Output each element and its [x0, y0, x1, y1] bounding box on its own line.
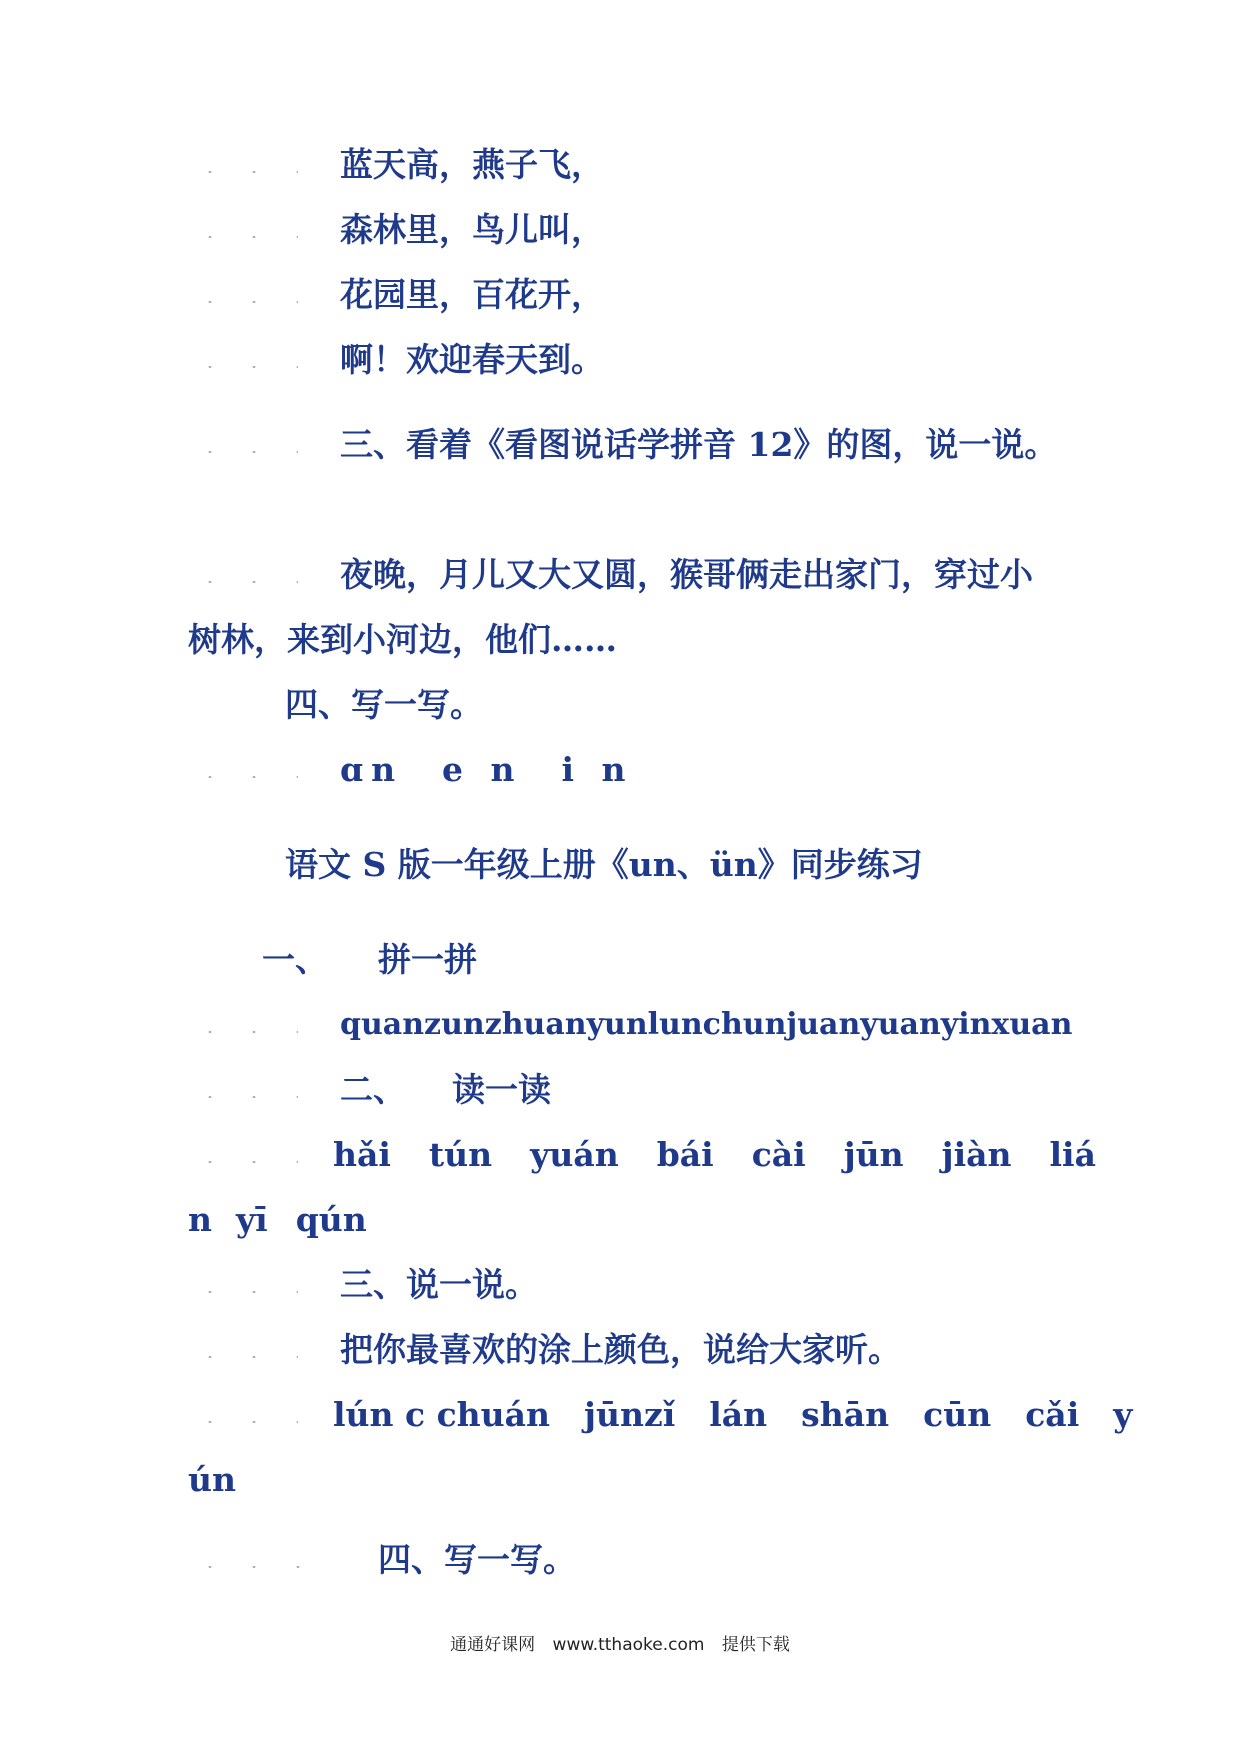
pinyin-word: lán [709, 1395, 768, 1434]
dot-leader [188, 776, 298, 778]
story-text: 夜晚，月儿又大又圆，猴哥俩走出家门，穿过小 [340, 555, 1033, 594]
pinyin-word: cūn [923, 1395, 992, 1434]
poem-line-text: 蓝天高，燕子飞， [340, 145, 604, 184]
dot-leader [188, 236, 298, 238]
part-title: 读一读 [452, 1070, 551, 1109]
poem-line-text: 森林里，鸟儿叫， [340, 210, 604, 249]
dot-leader [188, 1031, 298, 1033]
footer-url[interactable]: www.tthaoke.com [552, 1635, 705, 1655]
pinyin-word: yī [236, 1200, 268, 1239]
page-footer [0, 1630, 1240, 1655]
pinyin-word: n [188, 1200, 212, 1239]
dot-leader [188, 451, 298, 453]
part-title: 拼一拼 [378, 940, 477, 979]
dot-leader [188, 1421, 298, 1423]
dot-leader [188, 1356, 298, 1358]
section-heading-text: 三、看着《看图说话学拼音 12》的图，说一说。 [340, 425, 1058, 464]
part-title: 三、说一说。 [340, 1265, 538, 1304]
pinyin-word: jūnzǐ [584, 1395, 676, 1434]
pinyin-word: jūn [843, 1135, 904, 1174]
dot-leader [188, 581, 298, 583]
footer-site-name: 通通好课网 [450, 1635, 536, 1655]
pinyin-word: jiàn [941, 1135, 1012, 1174]
pinyin-word: cǎi [1025, 1395, 1080, 1434]
pinyin-word: qún [295, 1200, 367, 1239]
dot-leader [188, 1096, 298, 1098]
lesson-title-text: 语文 S 版一年级上册《un、ün》同步练习 [285, 845, 923, 884]
pinyin-word: ún [188, 1460, 236, 1499]
pinyin-word: bái [656, 1135, 714, 1174]
pinyin-word: shān [801, 1395, 890, 1434]
dot-leader [188, 1161, 298, 1163]
story-text: 树林，来到小河边，他们…… [188, 620, 617, 659]
pinyin-word: yuán [530, 1135, 619, 1174]
footer-note: 提供下载 [721, 1635, 790, 1655]
pinyin-word: tún [428, 1135, 493, 1174]
pinyin-word: y [1113, 1395, 1133, 1434]
pinyin-word: cài [751, 1135, 806, 1174]
letters-text: ɑn e n i n [340, 750, 634, 789]
part-title: 四、写一写。 [378, 1540, 576, 1579]
dot-leader [188, 171, 298, 173]
dot-leader [188, 366, 298, 368]
pinyin-word: hǎi [333, 1135, 391, 1174]
dot-leader [188, 1291, 298, 1293]
dot-leader [188, 1566, 338, 1568]
instruction-text: 把你最喜欢的涂上颜色，说给大家听。 [340, 1330, 901, 1369]
part-number: 一、 [262, 940, 328, 979]
pinyin-text: quanzunzhuanyunlunchunjuanyuanyinxuan [340, 1007, 1073, 1042]
part-number: 二、 [340, 1070, 406, 1109]
pinyin-word: lún c chuán [333, 1395, 551, 1434]
dot-leader [188, 301, 298, 303]
poem-line-text: 啊！欢迎春天到。 [340, 340, 604, 379]
section-heading-text: 四、写一写。 [285, 685, 483, 724]
poem-line-text: 花园里，百花开， [340, 275, 604, 314]
pinyin-word: liá [1049, 1135, 1096, 1174]
